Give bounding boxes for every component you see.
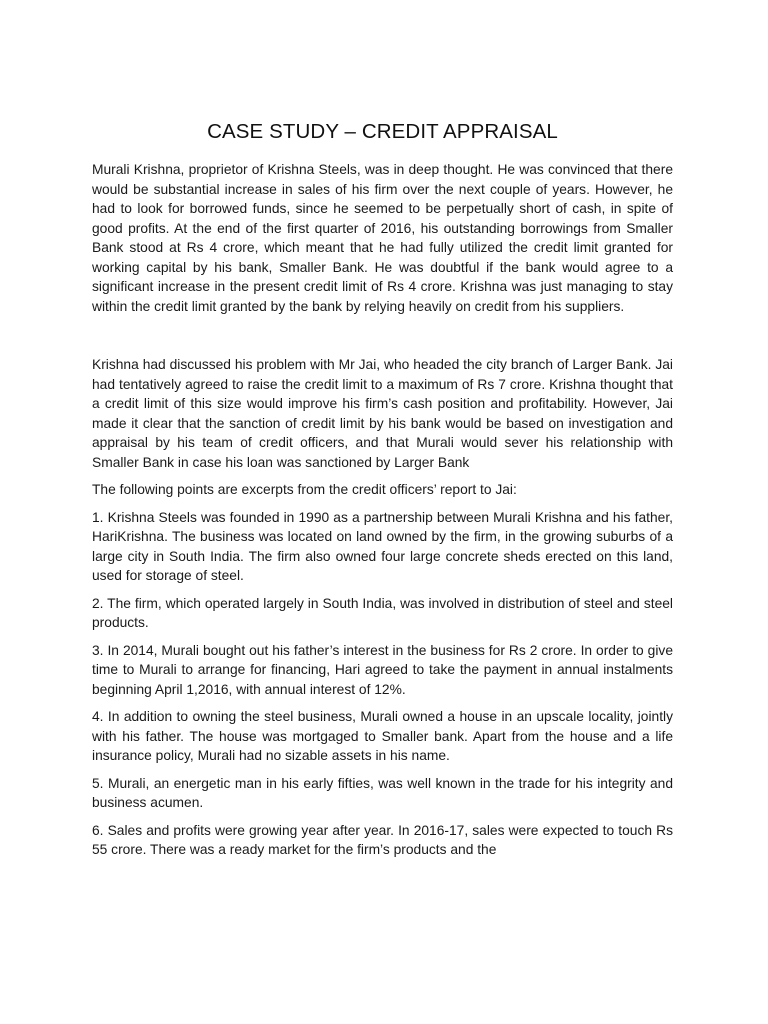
- document-title: CASE STUDY – CREDIT APPRAISAL: [207, 120, 558, 143]
- report-point-2: 2. The firm, which operated largely in South India, was involved in distribution of steel and steel products.: [92, 595, 673, 630]
- report-point-6: 6. Sales and profits were growing year after year. In 2016-17, sales were expected to touch Rs 55 crore. There was a ready market for the firm’s products and the: [92, 822, 673, 857]
- meeting-paragraph: Krishna had discussed his problem with Mr Jai, who headed the city branch of Larger Bank. Jai had tentatively agreed to raise the credit limit to a maximum of Rs 7 crore. Krishna thought that a credit limit of this size would improve his firm’s cash position and profitability. However, Jai made it clear that the sanction of credit limit by his bank would be based on investigation and appraisal by his team of credit officers, and that Murali would sever his relationship with Smaller Bank in case his loan was sanctioned by Larger Bank: [92, 357, 673, 470]
- report-point-1: 1. Krishna Steels was founded in 1990 as a partnership between Murali Krishna and his father, HariKrishna. The business was located on land owned by the firm, in the growing suburbs of a large city in South India. The firm also owned four large concrete sheds erected on this land, used for storage of steel.: [92, 509, 673, 583]
- report-point-4: 4. In addition to owning the steel business, Murali owned a house in an upscale locality, jointly with his father. The house was mortgaged to Smaller bank. Apart from the house and a life insurance policy, Murali had no sizable assets in his name.: [92, 709, 673, 763]
- report-lead-paragraph: The following points are excerpts from the credit officers’ report to Jai:: [92, 482, 517, 497]
- intro-paragraph: Murali Krishna, proprietor of Krishna Steels, was in deep thought. He was convinced that there would be substantial increase in sales of his firm over the next couple of years. However, he had to look for borrowed funds, since he seemed to be perpetually short of cash, in spite of good profits. At the end of the first quarter of 2016, his outstanding borrowings from Smaller Bank stood at Rs 4 crore, which meant that he had fully utilized the credit limit granted for working capital by his bank, Smaller Bank. He was doubtful if the bank would agree to a significant increase in the present credit limit of Rs 4 crore. Krishna was just managing to stay within the credit limit granted by the bank by relying heavily on credit from his suppliers.: [92, 162, 673, 314]
- report-point-3: 3. In 2014, Murali bought out his father’s interest in the business for Rs 2 crore. In order to give time to Murali to arrange for financing, Hari agreed to take the payment in annual instalments beginning April 1,2016, with annual interest of 12%.: [92, 642, 673, 697]
- report-point-5: 5. Murali, an energetic man in his early fifties, was well known in the trade for his integrity and business acumen.: [92, 775, 673, 810]
- document-body: [92, 119, 673, 868]
